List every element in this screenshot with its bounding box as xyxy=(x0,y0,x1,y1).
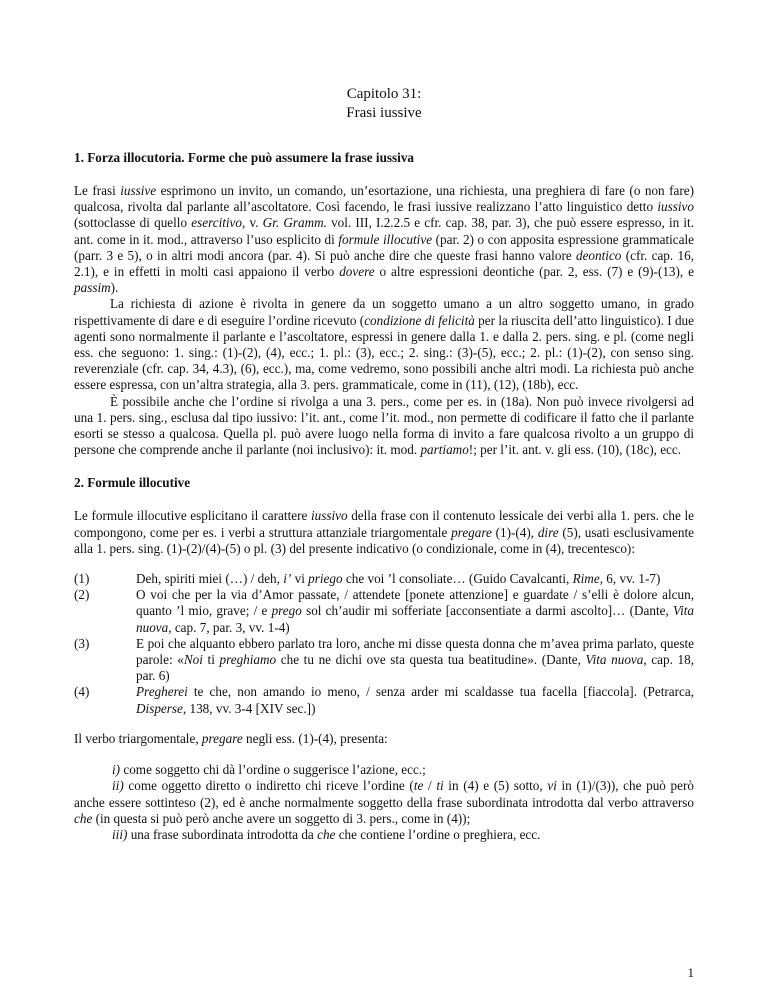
example-list xyxy=(74,571,694,717)
page-number: 1 xyxy=(687,965,694,980)
feature-item: i) come soggetto chi dà l’ordine o suggerisce l’azione, ecc.; xyxy=(112,762,426,778)
section-1-heading: 1. Forza illocutoria. Forme che può assumere la frase iussiva xyxy=(74,150,415,165)
example-item xyxy=(74,587,694,636)
example-text: Deh, spiriti miei (…) / deh, i’ vi priego che voi ’l consoliate… (Guido Cavalcanti, Rime, 6, vv. 1-7) xyxy=(136,571,661,587)
example-number: (3) xyxy=(74,635,90,651)
section-1-paragraph-3: È possibile anche che l’ordine si rivolga a una 3. pers., come per es. in (18a). Non può invece rivolgersi ad una 1. pers. sing., esclusa dal tipo iussivo: l’it. ant., come l’it. mod., non permette di codificare il fatto che il parlante esorti se stesso a qualcosa. Quella pl. può avere luogo nella forma di invito a fare qualcosa rivolto a un gruppo di persone che comprende anche il parlante (noi inclusivo): it. mod. partiamo!; per l’it. ant. v. gli ess. (10), (18c), ecc. xyxy=(74,393,694,458)
section-2-paragraph-1: Le formule illocutive esplicitano il carattere iussivo della frase con il contenuto lessicale dei verbi alla 1. pers. che le compongono, come per es. i verbi a struttura attanziale triargomentale pregare (1)-(4), dire (5), usati esclusivamente alla 1. pers. sing. (1)-(2)/(4)-(5) o pl. (3) del presente indicativo (o condizionale, come in (4), trecentesco): xyxy=(74,508,695,556)
section-2-heading: 2. Formule illocutive xyxy=(74,475,191,491)
example-number: (4) xyxy=(74,684,90,700)
example-number: (1) xyxy=(74,571,90,587)
document-body xyxy=(74,85,694,843)
example-text: Pregherei te che, non amando io meno, / senza arder mi scaldasse tua facella [fiaccola]. (Petrarca, Disperse, 138, vv. 3-4 [XIV sec.]) xyxy=(136,684,694,716)
example-item xyxy=(74,684,694,716)
section-1-paragraph-1: Le frasi iussive esprimono un invito, un comando, un’esortazione, una richiesta, una preghiera di fare (o non fare) qualcosa, rivolta dal parlante all’ascoltatore. Così facendo, le frasi iussive realizzano l’atto linguistico detto iussivo (sottoclasse di quello esercitivo, v. Gr. Gramm. vol. III, I.2.2.5 e cfr. cap. 38, par. 3), che può essere espresso, in it. ant. come in it. mod., attraverso l’uso esplicito di formule illocutive (par. 2) o con apposita espressione grammaticale (parr. 3 e 5), o in altri modi ancora (par. 4). Si può anche dire che queste frasi hanno valore deontico (cfr. cap. 16, 2.1), e in effetti in molti casi appaiono il verbo dovere o altre espressioni deontiche (par. 2, ess. (7) e (9)-(13), e passim). xyxy=(74,183,695,296)
example-item xyxy=(74,571,694,587)
feature-item: ii) come oggetto diretto o indiretto chi riceve l’ordine (te / ti in (4) e (5) sotto, vi in (1)/(3)), che può però anche essere sottinteso (2), ed è anche normalmente soggetto della frase subordinata introdotta dal verbo attraverso che (in questa si può però anche avere un soggetto di 3. pers., come in (4)); xyxy=(74,778,694,826)
example-item xyxy=(74,636,694,685)
feature-list xyxy=(74,762,694,843)
example-text: O voi che per la via d’Amor passate, / attendete [ponete attenzione] e guardate / s’elli è dolore alcun, quanto ’l mio, grave; / e prego sol ch’audir mi sofferiate [acconsentiate a darmi ascolto]… (Dante, Vita nuova, cap. 7, par. 3, vv. 1-4) xyxy=(136,587,694,635)
example-number: (2) xyxy=(74,587,90,603)
section-1-paragraph-2: La richiesta di azione è rivolta in genere da un soggetto umano a un altro soggetto umano, in grado rispettivamente di dare e di eseguire l’ordine ricevuto (condizione di felicità per la riuscita dell’atto linguistico). I due agenti sono normalmente il parlante e l’ascoltatore, espressi in genere dalla 1. e dalla 2. pers. sing. e pl. (come negli ess. che seguono: 1. sing.: (1)-(2), (4), ecc.; 1. pl.: (3), ecc.; 2. sing.: (3)-(5), ecc.; 2. pl.: (1)-(2), con senso sing. reverenziale (cfr. cap. 34, 4.3), (6), ecc.), ma, come vedremo, sono possibili anche altri modi. La richiesta può anche essere espressa, con un’altra strategia, alla 3. pers. grammaticale, come in (11), (12), (18b), ecc. xyxy=(74,296,694,393)
feature-item: iii) una frase subordinata introdotta da che che contiene l’ordine o preghiera, ecc. xyxy=(112,826,541,842)
example-text: E poi che alquanto ebbero parlato tra loro, anche mi disse questa donna che m’avea prima parlato, queste parole: «Noi ti preghiamo che tu ne dichi ove sta questa tua beatitudine». (Dante, Vita nuova, cap. 18, par. 6) xyxy=(136,635,694,684)
chapter-subtitle: Frasi iussive xyxy=(346,105,422,121)
section-2-paragraph-2: Il verbo triargomentale, pregare negli ess. (1)-(4), presenta: xyxy=(74,730,388,746)
chapter-number: Capitolo 31: xyxy=(346,86,422,102)
chapter-title xyxy=(74,85,694,123)
